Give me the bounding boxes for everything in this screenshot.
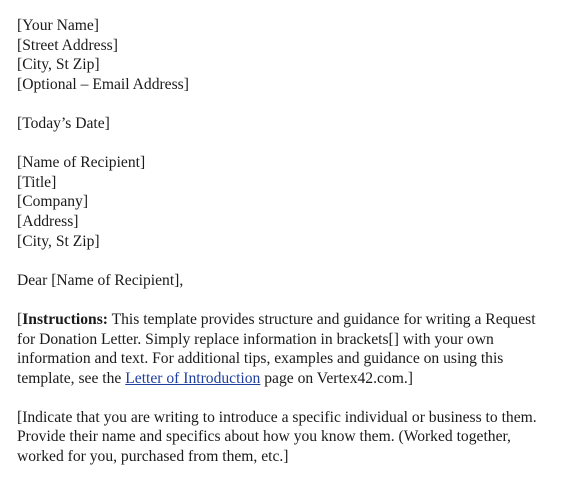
letter-date: [Today’s Date] <box>17 114 110 132</box>
instructions-label: Instructions: <box>22 310 108 328</box>
sender-email: [Optional – Email Address] <box>17 75 189 93</box>
recipient-address: [Address] <box>17 212 79 230</box>
recipient-city: [City, St Zip] <box>17 232 100 250</box>
date-block <box>17 114 557 134</box>
salutation-block <box>17 271 557 291</box>
recipient-address-block <box>17 153 557 251</box>
recipient-title: [Title] <box>17 173 57 191</box>
salutation: Dear [Name of Recipient], <box>17 271 184 289</box>
sender-city: [City, St Zip] <box>17 56 100 74</box>
instructions-text-end: page on Vertex42.com.] <box>260 369 413 387</box>
instructions-text: This template provides structure and guidance for writing a Request for Donation Letter. Simply replace information in brackets[] with your own information and text. For additional tips, examples and guidance on using this template, see the <box>17 310 536 387</box>
body-paragraph: [Indicate that you are writing to introduce a specific individual or business to them. Provide their name and specifics about how you know them. (Worked together, worked for you, purchased from them, etc.] <box>17 408 537 466</box>
sender-street: [Street Address] <box>17 36 118 54</box>
instructions-paragraph <box>17 310 555 388</box>
instructions-open-bracket: [ <box>17 310 23 328</box>
letter-of-introduction-link[interactable]: Letter of Introduction <box>125 369 261 387</box>
sender-name: [Your Name] <box>17 17 100 34</box>
recipient-company: [Company] <box>17 193 89 211</box>
recipient-name: [Name of Recipient] <box>17 154 146 172</box>
letter-document <box>17 16 557 467</box>
sender-address-block <box>17 16 557 94</box>
